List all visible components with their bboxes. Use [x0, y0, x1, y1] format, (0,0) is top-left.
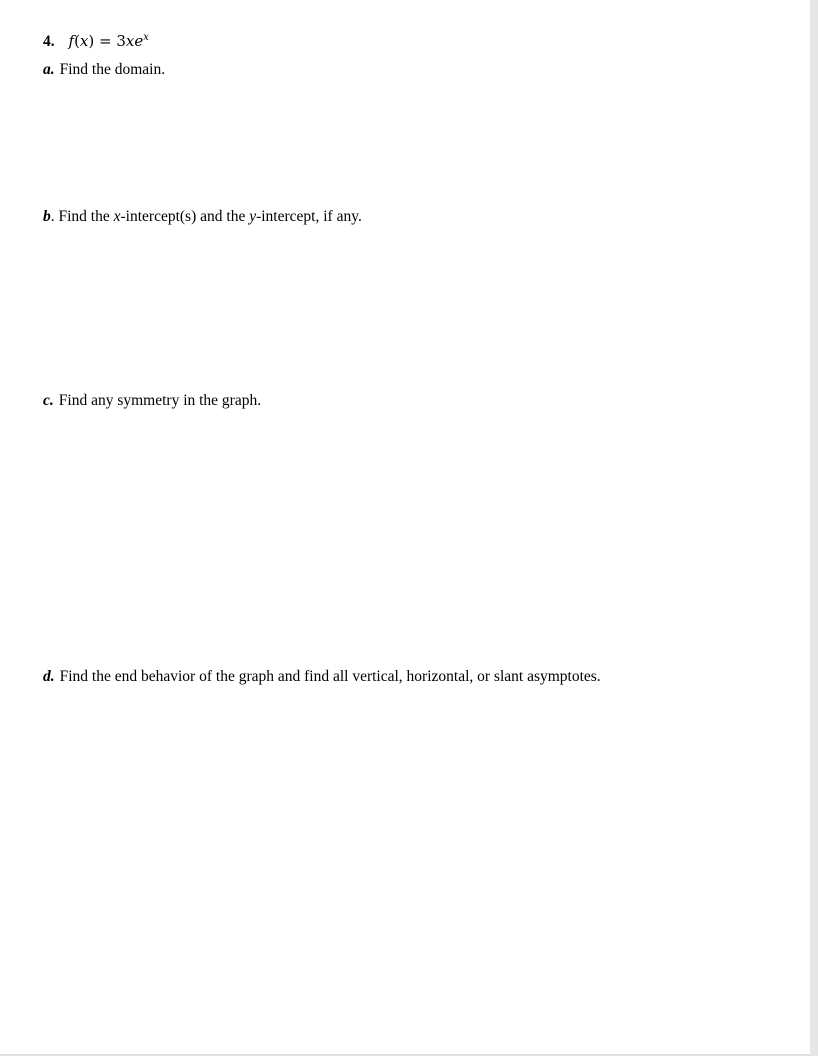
exponent: x — [143, 32, 149, 43]
part-b-text-1: . Find the — [50, 208, 114, 225]
close-paren: ) — [88, 32, 95, 50]
viewer-scroll-edge — [810, 0, 818, 1056]
e-base: e — [134, 32, 144, 50]
part-c-text: Find any symmetry in the graph. — [58, 392, 262, 409]
function-definition — [69, 32, 149, 50]
equals-sign: = — [94, 32, 117, 50]
open-paren: ( — [74, 32, 80, 50]
problem-number: 4. — [43, 33, 55, 50]
function-variable: x — [79, 32, 89, 50]
part-d-text: Find the end behavior of the graph and find all vertical, horizontal, or slant asymptotes. — [59, 668, 601, 685]
x-factor: x — [125, 32, 135, 50]
part-d-letter: d. — [43, 668, 55, 685]
problem-statement — [43, 31, 149, 52]
part-c — [43, 391, 261, 411]
part-b-var-x: x — [113, 208, 121, 225]
part-a-text: Find the domain. — [59, 61, 166, 78]
part-b-var-y: y — [249, 208, 257, 225]
part-b-text-2: -intercept(s) and the — [120, 208, 250, 225]
part-d — [43, 667, 601, 687]
coefficient: 3 — [116, 32, 126, 50]
part-b — [43, 207, 362, 227]
function-name: f — [68, 32, 75, 50]
part-b-letter: b — [43, 208, 51, 225]
part-a-letter: a. — [43, 61, 55, 78]
part-c-letter: c. — [43, 392, 54, 409]
part-b-text-3: -intercept, if any. — [256, 208, 362, 225]
part-a — [43, 60, 165, 80]
